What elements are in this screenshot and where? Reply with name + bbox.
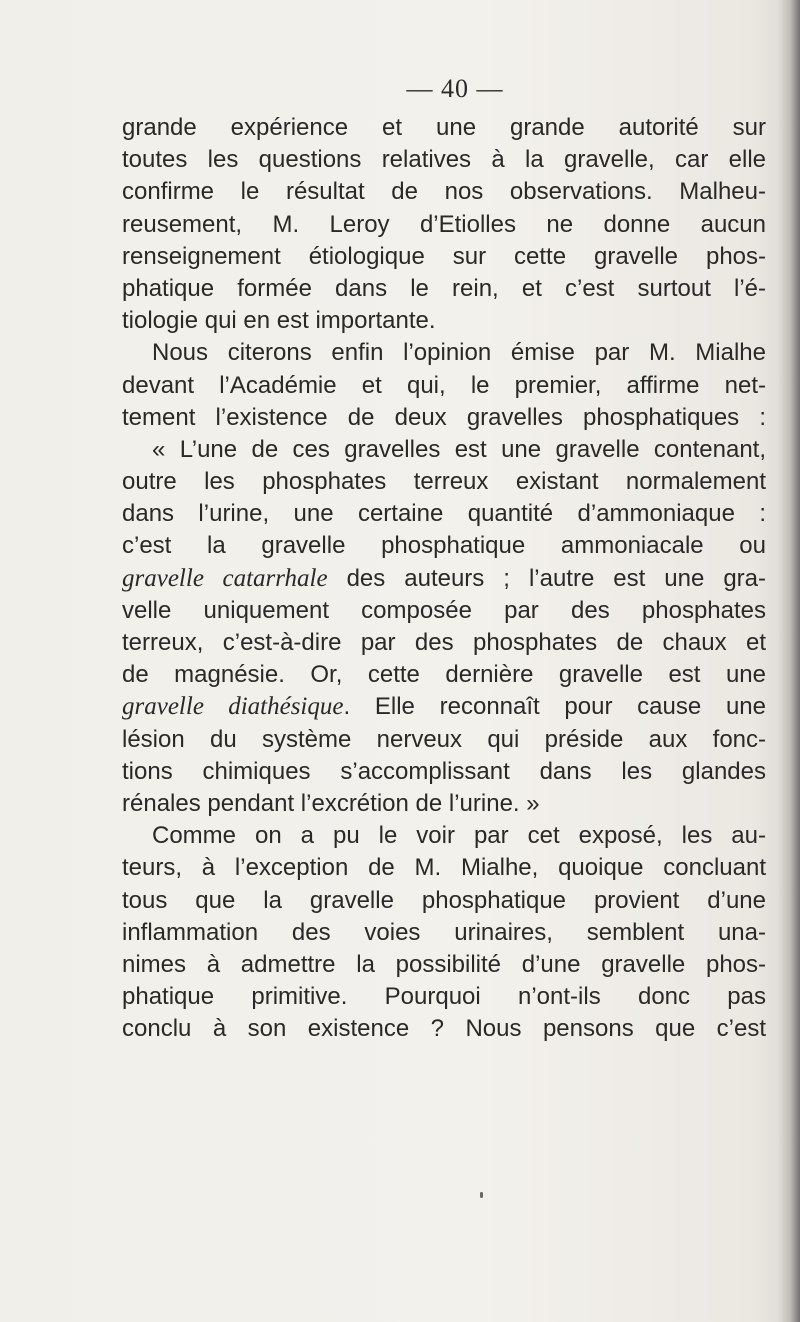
text-line: phatique primitive. Pourquoi n’ont-ils donc pas — [122, 983, 766, 1011]
text-line: tement l’existence de deux gravelles phosphatiques : — [122, 403, 766, 431]
text-line: dans l’urine, une certaine quantité d’ammoniaque : — [122, 500, 766, 528]
line-rest: des auteurs ; l’autre est une gra- — [327, 564, 767, 592]
text-line: grande expérience et une grande autorité sur — [122, 114, 766, 141]
text-line-italic — [122, 563, 766, 595]
text-line: conclu à son existence ? Nous pensons que c’est — [122, 1015, 766, 1043]
text-line: lésion du système nerveux qui préside aux fonc- — [122, 725, 766, 753]
text-line: velle uniquement composée par des phosphates — [122, 596, 766, 624]
text-line: Nous citerons enfin l’opinion émise par M. Mialhe — [152, 339, 766, 367]
text-line: de magnésie. Or, cette dernière gravelle est une — [122, 661, 766, 689]
text-line: toutes les questions relatives à la gravelle, car elle — [122, 146, 766, 174]
text-line-italic — [122, 691, 766, 723]
text-line: rénales pendant l’excrétion de l’urine. » — [122, 789, 540, 817]
text-line: terreux, c’est-à-dire par des phosphates de chaux et — [122, 629, 766, 656]
page-edge-shadow — [778, 0, 800, 1322]
body-text — [122, 112, 766, 1045]
text-line: devant l’Académie et qui, le premier, affirme net- — [122, 371, 766, 399]
text-line: reusement, M. Leroy d’Etiolles ne donne aucun — [122, 210, 766, 238]
text-line: teurs, à l’exception de M. Mialhe, quoique concluant — [122, 854, 766, 882]
text-line: phatique formée dans le rein, et c’est surtout l’é- — [122, 274, 766, 302]
text-line: Comme on a pu le voir par cet exposé, les au- — [152, 822, 766, 850]
text-line: nimes à admettre la possibilité d’une gravelle phos- — [122, 950, 766, 978]
text-line: outre les phosphates terreux existant normalement — [122, 468, 766, 496]
text-line: tions chimiques s’accomplissant dans les glandes — [122, 757, 766, 785]
text-line: tous que la gravelle phosphatique provient d’une — [122, 886, 766, 914]
paper-speck — [480, 1192, 483, 1198]
text-line: tiologie qui en est importante. — [122, 307, 436, 335]
line-rest: . Elle reconnaît pour cause une — [343, 693, 766, 721]
page-number: — 40 — — [406, 74, 504, 103]
text-line: renseignement étiologique sur cette gravelle phos- — [122, 242, 766, 270]
text-line: confirme le résultat de nos observations. Malheu- — [122, 178, 766, 206]
text-line: c’est la gravelle phosphatique ammoniacale ou — [122, 532, 766, 560]
italic-term: gravelle diathésique — [122, 693, 344, 721]
text-line: inflammation des voies urinaires, semblent una- — [122, 918, 766, 946]
text-line: « L’une de ces gravelles est une gravelle contenant, — [152, 435, 766, 463]
italic-term: gravelle catarrhale — [122, 564, 328, 592]
